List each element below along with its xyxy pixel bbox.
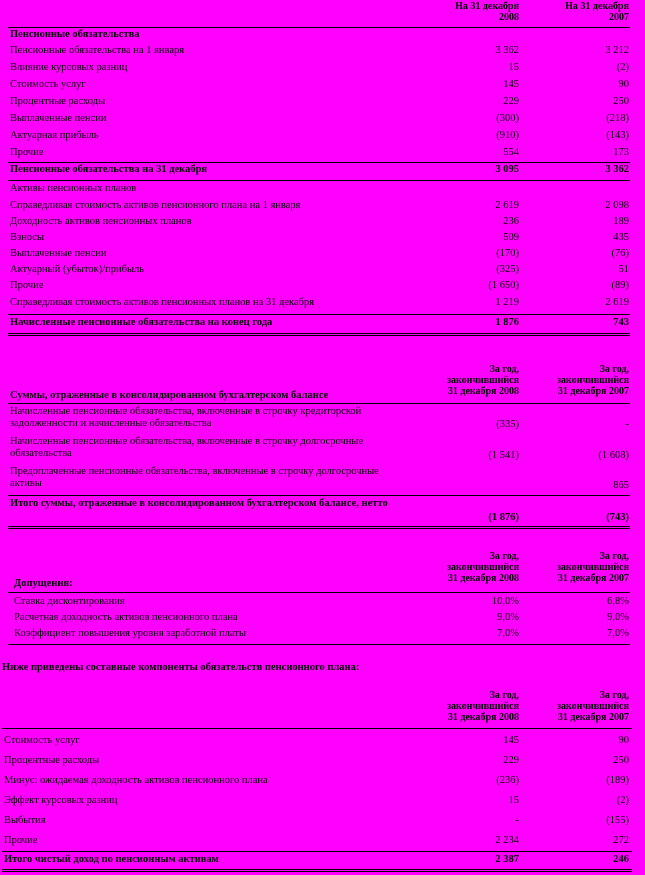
t4-row-v2: (189) (606, 775, 629, 786)
t1-asset-v2: 2 619 (605, 297, 629, 308)
t2-total-v2: (743) (606, 512, 629, 523)
t4-total-label: Итого чистый доход по пенсионным активам (4, 854, 219, 865)
t4-row-v2: 90 (618, 735, 629, 746)
t1-row-v2: 173 (613, 147, 629, 158)
t2-row-label: Предоплаченные пенсионные обязательства, включенные в строчку долгосрочные активы (10, 466, 379, 489)
t1-total-label: Пенсионные обязательства на 31 декабря (10, 164, 208, 175)
t1-net-v2: 743 (613, 317, 629, 328)
t4-row-v1: 2 234 (495, 835, 519, 846)
t1-section-title: Пенсионные обязательства (10, 29, 140, 40)
t1-asset-label: Взносы (10, 232, 44, 243)
t4-total-v2: 246 (613, 854, 629, 865)
t1-row-v1: (300) (496, 113, 519, 124)
t1-subtotal-rule (8, 162, 630, 163)
t1-asset-v1: 1 219 (495, 297, 519, 308)
t1-col1-header: На 31 декабря 2008 (455, 1, 519, 23)
t2-total-v1: (1 876) (488, 512, 519, 523)
t1-row-v2: (143) (606, 130, 629, 141)
t3-row-v1: 9,0% (497, 612, 519, 623)
t3-row-label: Коэффициент повышения уровня заработной платы (14, 628, 247, 639)
t1-total-v2: 3 362 (605, 164, 629, 175)
t1-row-label: Процентные расходы (10, 96, 106, 107)
t3-bottom-rule (8, 644, 630, 645)
t1-total-rule (8, 180, 630, 181)
t1-asset-v2: 189 (613, 216, 629, 227)
t1-top-rule (8, 27, 630, 28)
t1-row-v2: 3 212 (605, 45, 629, 56)
t2-row-v2: (1 608) (598, 450, 629, 461)
t4-row-label: Процентные расходы (4, 755, 100, 766)
t1-asset-v1: 509 (503, 232, 519, 243)
t1-asset-label: Справедливая стоимость активов пенсионных планов на 31 декабря (10, 297, 315, 308)
t3-row-v1: 7,0% (497, 628, 519, 639)
t1-asset-label: Справедливая стоимость активов пенсионного плана на 1 января (10, 200, 301, 211)
t1-row-label: Прочие (10, 147, 44, 158)
t4-row-label: Эффект курсовых разниц (4, 795, 118, 806)
t4-col1-header: За год, закончившийся 31 декабря 2008 (446, 690, 519, 723)
t2-row-v2: 865 (613, 480, 629, 491)
t4-row-v2: (2) (616, 795, 629, 806)
t4-row-v1: 145 (503, 735, 519, 746)
t4-total-rule-bottom (2, 869, 632, 872)
components-intro: Ниже приведены составные компоненты обязательств пенсионного плана: (2, 662, 360, 673)
t3-row-v2: 6,8% (607, 596, 629, 607)
t3-col2-header: За год, закончившийся 31 декабря 2007 (556, 551, 629, 584)
t1-asset-label: Прочие (10, 280, 44, 291)
t2-total-label: Итого суммы, отраженные в консолидированном бухгалтерском балансе, нетто (10, 498, 388, 509)
t1-row-label: Выплаченные пенсии (10, 113, 107, 124)
t4-row-label: Минус: ожидаемая доходность активов пенсионного плана (4, 775, 268, 786)
t2-col2-header: За год, закончившийся 31 декабря 2007 (556, 364, 629, 397)
t2-title: Суммы, отраженные в консолидированном бухгалтерском балансе (10, 390, 329, 401)
t2-total-rule-top (8, 495, 630, 496)
t1-total-v1: 3 095 (495, 164, 519, 175)
t1-asset-label: Выплаченные пенсии (10, 248, 107, 259)
t1-asset-v2: 2 098 (605, 200, 629, 211)
t4-header-rule (2, 728, 632, 729)
t3-row-label: Расчетная доходность активов пенсионного плана (14, 612, 238, 623)
t2-row-label: Начисленные пенсионные обязательства, включенные в строчку долгосрочные обязательства (10, 436, 364, 459)
t3-row-v2: 7,0% (607, 628, 629, 639)
t2-row-v1: (335) (496, 419, 519, 430)
t1-row-v1: 15 (508, 62, 519, 73)
t4-row-v2: 272 (613, 835, 629, 846)
t1-row-v1: 145 (503, 79, 519, 90)
t1-asset-v2: (89) (611, 280, 629, 291)
t1-row-v2: 90 (618, 79, 629, 90)
t4-row-v1: (236) (496, 775, 519, 786)
t4-col2-header: За год, закончившийся 31 декабря 2007 (556, 690, 629, 723)
t2-row-v1: (1 541) (488, 450, 519, 461)
t1-row-v2: 250 (613, 96, 629, 107)
t1-net-v1: 1 876 (495, 317, 519, 328)
t3-title: Допущения: (14, 578, 73, 589)
t1-row-v1: 229 (503, 96, 519, 107)
t1-row-label: Актуарная прибыль (10, 130, 99, 141)
t1-asset-v2: (76) (611, 248, 629, 259)
t1-row-v2: (218) (606, 113, 629, 124)
t1-asset-v1: (170) (496, 248, 519, 259)
t2-col1-header: За год, закончившийся 31 декабря 2008 (446, 364, 519, 397)
t2-header-rule (8, 403, 630, 404)
t3-header-rule (8, 592, 630, 593)
t4-total-v1: 2 387 (495, 854, 519, 865)
t4-row-v1: 229 (503, 755, 519, 766)
t1-row-v1: 554 (503, 147, 519, 158)
t1-row-label: Пенсионные обязательства на 1 января (10, 45, 185, 56)
t1-asset-v1: (1 650) (488, 280, 519, 291)
t4-row-v2: (155) (606, 815, 629, 826)
t1-asset-v2: 51 (618, 264, 629, 275)
t4-row-label: Стоимость услуг (4, 735, 80, 746)
t3-row-v1: 10,0% (491, 596, 519, 607)
t4-row-label: Прочие (4, 835, 38, 846)
t4-row-v1: - (515, 815, 519, 826)
t1-asset-label: Доходность активов пенсионных планов (10, 216, 192, 227)
t1-net-label: Начисленные пенсионные обязательства на конец года (10, 317, 273, 328)
t1-asset-v1: 2 619 (495, 200, 519, 211)
t1-assets-title: Активы пенсионных планов (10, 183, 137, 194)
t4-row-v1: 15 (508, 795, 519, 806)
t1-col2-header: На 31 декабря 2007 (565, 1, 629, 23)
t3-row-label: Ставка дисконтирования (14, 596, 125, 607)
t1-row-label: Стоимость услуг (10, 79, 86, 90)
t1-row-v2: (2) (616, 62, 629, 73)
t4-row-v2: 250 (613, 755, 629, 766)
t2-row-label: Начисленные пенсионные обязательства, включенные в строчку кредиторской задолженности и начисленные обязательства (10, 406, 362, 429)
t3-row-v2: 9,0% (607, 612, 629, 623)
t4-total-rule-top (2, 851, 632, 852)
t1-net-rule-bottom (8, 333, 630, 336)
t1-net-rule-top (8, 314, 630, 315)
t2-row-v2: - (625, 419, 629, 430)
t1-asset-v2: 435 (613, 232, 629, 243)
t1-row-label: Влияние курсовых разниц (10, 62, 128, 73)
t2-total-rule-bottom (8, 526, 630, 529)
t4-row-label: Выбытия (4, 815, 46, 826)
t1-asset-label: Актуарный (убыток)/прибыль (10, 264, 145, 275)
t3-col1-header: За год, закончившийся 31 декабря 2008 (446, 551, 519, 584)
t1-asset-v1: (325) (496, 264, 519, 275)
t1-asset-v1: 236 (503, 216, 519, 227)
t1-row-v1: 3 362 (495, 45, 519, 56)
t1-row-v1: (910) (496, 130, 519, 141)
